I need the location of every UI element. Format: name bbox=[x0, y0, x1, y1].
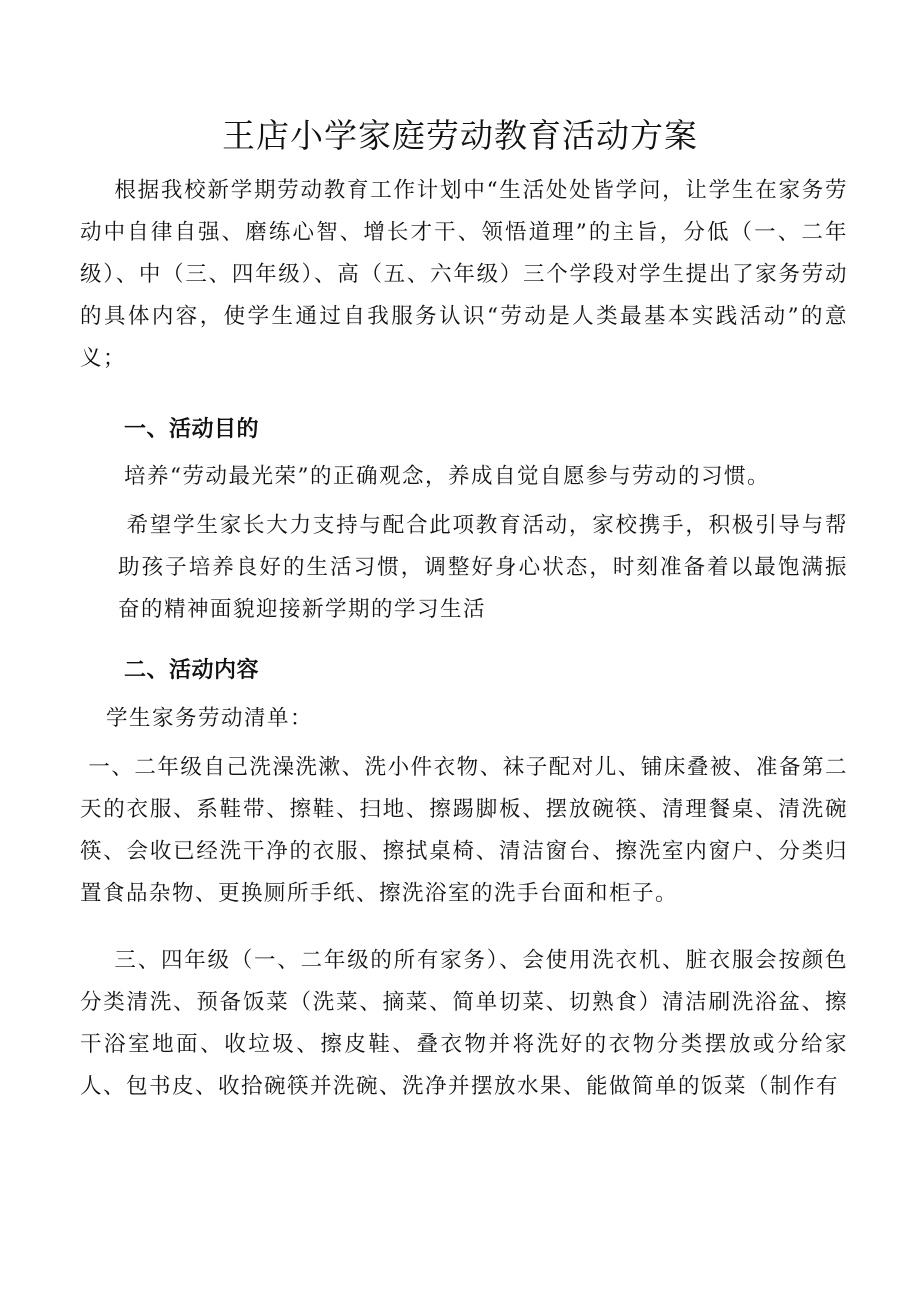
page-title: 王店小学家庭劳动教育活动方案 bbox=[222, 116, 698, 155]
section-heading-content: 二、活动内容 bbox=[124, 658, 260, 683]
parents-support-paragraph-line1 bbox=[118, 505, 848, 631]
chores-list-label: 学生家务劳动清单： bbox=[106, 706, 314, 731]
parents-support-paragraph: 希望学生家长大力支持与配合此项教育活动，家校携手，积极引导与帮助孩子培养良好的生活习惯，调整好身心状态，时刻准备着以最饱满振奋的精神面貌迎接新学期的学习生活 bbox=[118, 513, 848, 622]
grade-3-4-chores: 三、四年级（一、二年级的所有家务）、会使用洗衣机、脏衣服会按颜色分类清洗、预备饭菜（洗菜、摘菜、简单切菜、切熟食）清洁刷洗浴盆、擦干浴室地面、收垃圾、擦皮鞋、叠衣物并将洗好的衣物分类摆放或分给家人、包书皮、收拾碗筷并洗碗、洗净并摆放水果、能做简单的饭菜（制作有 bbox=[80, 948, 848, 1099]
intro-paragraph: 根据我校新学期劳动教育工作计划中“生活处处皆学问，让学生在家务劳动中自律自强、磨练心智、增长才干、领悟道理”的主旨，分低（一、二年级）、中（三、四年级）、高（五、六年级）三个学段对学生提出了家务劳动的具体内容，使学生通过自我服务认识“劳动是人类最基本实践活动”的意义； bbox=[80, 178, 848, 371]
purpose-paragraph: 培养“劳动最光荣”的正确观念，养成自觉自愿参与劳动的习惯。 bbox=[124, 464, 770, 489]
section-heading-purpose: 一、活动目的 bbox=[124, 417, 260, 442]
grade-1-2-chores: 一、二年级自己洗澡洗漱、洗小件衣物、袜子配对儿、铺床叠被、准备第二天的衣服、系鞋带、擦鞋、扫地、擦踢脚板、摆放碗筷、清理餐桌、清洗碗筷、会收已经洗干净的衣服、擦拭桌椅、清洁窗台、擦洗室内窗户、分类归置食品杂物、更换厕所手纸、擦洗浴室的洗手台面和柜子。 bbox=[80, 755, 848, 906]
